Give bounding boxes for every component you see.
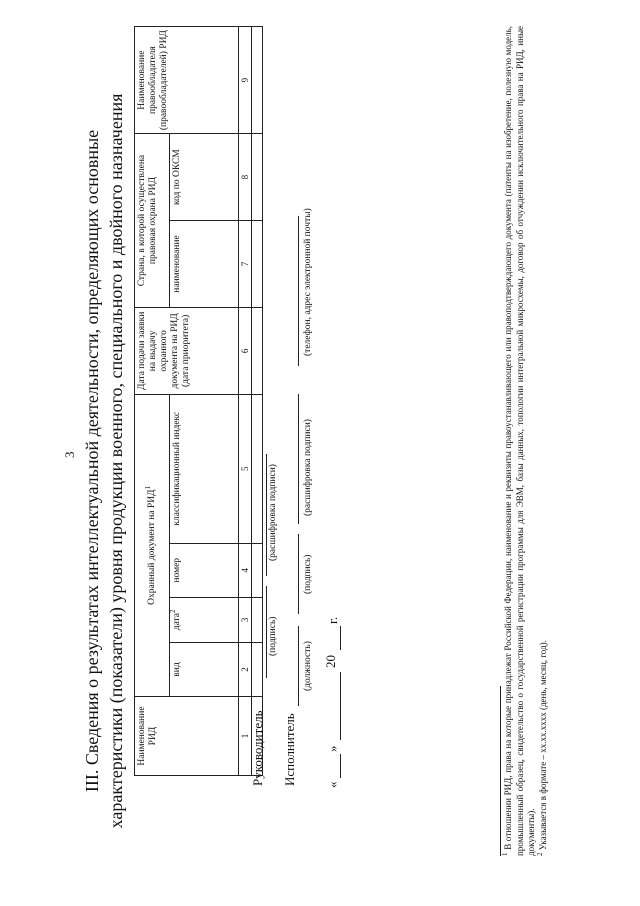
empty-cell[interactable] [252,597,263,642]
section-title: III. Сведения о результатах интеллектуальной деятельности, определяющих основные характеристики (показатели) уровня продукции военного, специального и двойного назначения [82,93,126,829]
exec-position-line[interactable] [298,626,299,706]
column-number: 3 [239,597,252,642]
head-signature-line[interactable] [266,586,267,678]
footnote-1: $^1$ В отношении РИД, права на которые принадлежат Российской Федерации, наименование и реквизиты правоустанавливающего или правоподтверждающего документа (патенты на изобретение, полезную модель, промышленный образец, свидетельство о государственной регистрации программы для ЭВМ, базы данных, топологии интегральной микросхемы, договор об отчуждении исключительного права на РИД, иные документы). [501,25,536,856]
column-number: 2 [239,642,252,696]
exec-decode-caption: (расшифровка подписи) [303,419,313,516]
header-protection-document: Охранный документ на РИД$^1$ [135,394,170,696]
header-country: Страна, в которой осуществлена правовая охрана РИД [135,134,170,308]
exec-contact-line[interactable] [298,216,299,366]
empty-cell[interactable] [252,307,263,394]
footnote-2: $^2$ Указывается в формате – хх.хх.хххх (день, месяц, год). [535,640,548,856]
exec-sign-caption: (подпись) [303,554,313,594]
header-country-name: наименование [170,221,239,308]
empty-cell[interactable] [252,134,263,221]
column-number: 8 [239,134,252,221]
column-number: 9 [239,27,252,134]
exec-contact-caption: (телефон, адрес электронной почты) [303,208,313,356]
head-label: Руководитель [250,710,265,786]
head-sign-caption: (подпись) [268,616,278,656]
column-numbers-row [239,27,252,776]
header-rid-name: Наименование РИД [135,697,239,776]
footnotes [503,26,549,856]
column-number: 1 [239,697,252,776]
column-number: 4 [239,543,252,597]
empty-cell[interactable] [252,221,263,308]
date-close-quote: » [325,745,340,752]
page-number: 3 [62,451,77,458]
date-open-quote: « [325,781,340,788]
footnote-ref-1: 1 [143,485,152,490]
head-decode-caption: (расшифровка подписи) [268,464,278,561]
exec-signature-line[interactable] [298,534,299,614]
date-year-prefix: 20 [323,655,338,668]
column-number: 7 [239,221,252,308]
header-filing-date: Дата подачи заявки на выдачу охранного документа на РИД (дата приоритета) [135,307,239,394]
exec-position-caption: (должность) [303,641,313,691]
date-month-line[interactable] [340,672,341,740]
empty-data-row [252,27,263,776]
empty-cell[interactable] [252,394,263,543]
footnote-ref-2: 2 [168,609,177,613]
header-class-index: классификационный индекс [170,394,239,543]
column-number: 5 [239,394,252,543]
header-number: номер [170,543,239,597]
empty-cell[interactable] [252,543,263,597]
exec-decode-line[interactable] [298,394,299,524]
rid-table [134,26,263,776]
header-rights-holder: Наименование правообладателя (правообладателей) РИД [135,27,239,134]
empty-cell[interactable] [252,27,263,134]
empty-cell[interactable] [252,642,263,696]
header-kind: вид [170,642,239,696]
date-day-line[interactable] [340,754,341,778]
header-date: дата$^2$ [170,597,239,642]
head-decode-line[interactable] [266,454,267,576]
header-country-code: код по ОКСМ [170,134,239,221]
column-number: 6 [239,307,252,394]
date-year-suffix: г. [325,616,340,624]
date-year-line[interactable] [340,626,341,650]
executor-label: Исполнитель [282,713,297,786]
footnote-separator [500,686,501,856]
